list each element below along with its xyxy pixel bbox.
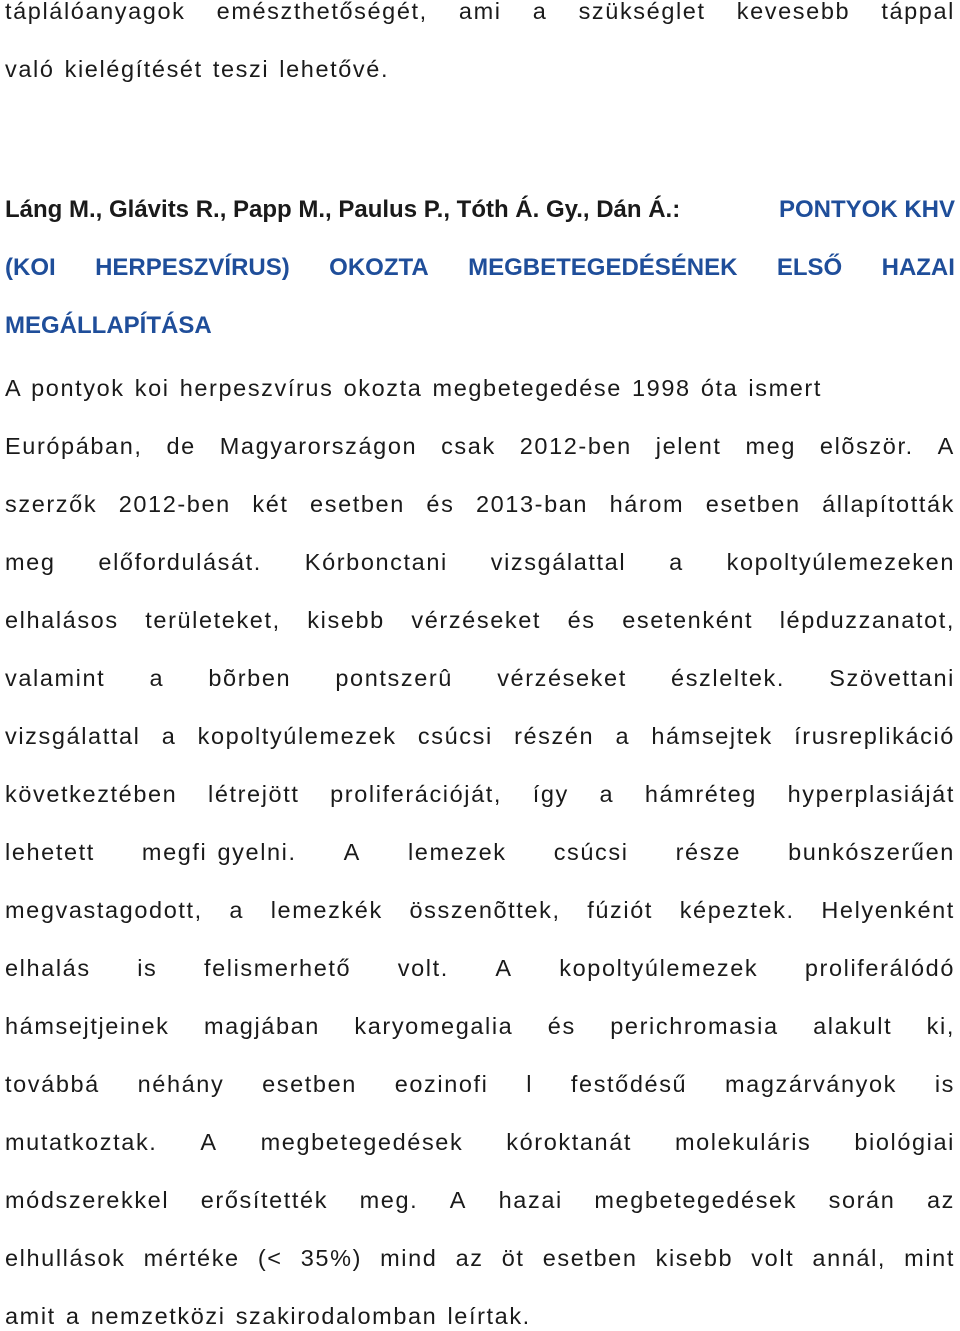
- word: a: [615, 723, 631, 749]
- word: az: [455, 1245, 484, 1271]
- word: része: [675, 839, 742, 865]
- word: lemezek: [407, 839, 507, 865]
- word: magjában: [203, 1013, 320, 1039]
- word: is: [137, 955, 158, 981]
- word: megvastagodott,: [5, 897, 203, 923]
- word: hámsejtjeinek: [5, 1013, 170, 1039]
- word: erősítették: [200, 1187, 329, 1213]
- body-line: [5, 1185, 955, 1215]
- word: következtében: [5, 781, 178, 807]
- word: felismerhető: [203, 955, 352, 981]
- word: vérzéseket: [411, 607, 542, 633]
- word: kopoltyúlemezek: [559, 955, 759, 981]
- article-title-line-2: [5, 253, 955, 283]
- word: megfi gyelni.: [141, 839, 297, 865]
- word: A: [937, 433, 955, 459]
- word: lehetett: [5, 839, 95, 865]
- word: képeztek.: [679, 897, 795, 923]
- body-line: [5, 895, 955, 925]
- word: a: [149, 665, 165, 691]
- word: Szövettani: [829, 665, 955, 691]
- word: annál,: [812, 1245, 887, 1271]
- word: ELSŐ: [776, 254, 843, 281]
- word: módszerekkel: [5, 1187, 170, 1213]
- word: elhalásos: [5, 607, 119, 633]
- body-line: [5, 431, 955, 461]
- word: a: [669, 549, 684, 575]
- article-title-part-1: PONTYOK KHV: [778, 196, 955, 223]
- word: 35%): [300, 1245, 362, 1271]
- word: hazai: [498, 1187, 563, 1213]
- word: vérzéseket: [497, 665, 627, 691]
- word: a: [161, 723, 177, 749]
- word: meg: [5, 549, 56, 575]
- body-line: A pontyok koi herpeszvírus okozta megbetegedése 1998 óta ismert: [5, 375, 822, 401]
- word: és: [567, 607, 596, 633]
- word: molekuláris: [674, 1129, 812, 1155]
- word: kopoltyúlemezek: [197, 723, 397, 749]
- word: észleltek.: [671, 665, 785, 691]
- word: megbetegedések: [260, 1129, 464, 1155]
- word: HAZAI: [881, 254, 955, 281]
- word: OKOZTA: [329, 254, 429, 281]
- word: valamint: [5, 665, 106, 691]
- word: Helyenként: [821, 897, 955, 923]
- body-line: [5, 605, 955, 635]
- word: alakult: [813, 1013, 893, 1039]
- word: kisebb: [307, 607, 385, 633]
- word: pontszerû: [335, 665, 453, 691]
- word: A: [449, 1187, 468, 1213]
- word: táppal: [881, 0, 955, 24]
- word: hámsejtek: [651, 723, 773, 749]
- article-heading-line-1: [5, 195, 955, 225]
- word: fúziót: [587, 897, 654, 923]
- word: proliferálódó: [804, 955, 955, 981]
- word: hyperplasiáját: [787, 781, 955, 807]
- body-line: [5, 663, 955, 693]
- word: kevesebb: [736, 0, 851, 24]
- word: csak: [441, 433, 496, 459]
- word: állapították: [822, 491, 955, 517]
- word: l: [526, 1071, 534, 1097]
- word: (KOI: [5, 254, 56, 281]
- word: elhalás: [5, 955, 91, 981]
- word: lemezkék: [270, 897, 383, 923]
- word: előfordulását.: [98, 549, 262, 575]
- word: 2013-ban: [475, 491, 589, 517]
- word: két: [252, 491, 289, 517]
- word: megbetegedések: [594, 1187, 798, 1213]
- word: elhullások: [5, 1245, 126, 1271]
- word: mint: [904, 1245, 955, 1271]
- word: jelent: [655, 433, 722, 459]
- body-line: [5, 1127, 955, 1157]
- word: Magyarországon: [219, 433, 418, 459]
- word: Kórbonctani: [304, 549, 448, 575]
- word: részén: [514, 723, 595, 749]
- word: is: [934, 1071, 955, 1097]
- word: kopoltyúlemezeken: [726, 549, 955, 575]
- word: A: [200, 1129, 218, 1155]
- word: de: [166, 433, 196, 459]
- word: meg: [745, 433, 796, 459]
- word: továbbá: [5, 1071, 100, 1097]
- word: 2012-ben: [519, 433, 632, 459]
- body-line: [5, 837, 955, 867]
- word: mind: [380, 1245, 438, 1271]
- word: szükséglet: [578, 0, 706, 24]
- word: írusreplikáció: [794, 723, 955, 749]
- word: kóroktanát: [506, 1129, 632, 1155]
- word: elõször.: [819, 433, 914, 459]
- word: festődésű: [570, 1071, 688, 1097]
- article-title-line-3: MEGÁLLAPÍTÁSA: [5, 312, 212, 339]
- word: az: [926, 1187, 955, 1213]
- word: hámréteg: [644, 781, 757, 807]
- body-line: [5, 779, 955, 809]
- word: magzárványok: [725, 1071, 898, 1097]
- body-line: [5, 953, 955, 983]
- word: A: [343, 839, 361, 865]
- word: biológiai: [854, 1129, 955, 1155]
- word: létrejött: [208, 781, 300, 807]
- word: táplálóanyagok: [5, 0, 186, 24]
- body-line: [5, 721, 955, 751]
- word: emészthetőségét,: [216, 0, 428, 24]
- word: szerzők: [5, 491, 98, 517]
- word: 2012-ben: [118, 491, 231, 517]
- word: a: [229, 897, 245, 923]
- word: területeket,: [145, 607, 281, 633]
- word: vizsgálattal: [490, 549, 627, 575]
- word: esetben: [262, 1071, 357, 1097]
- body-line: [5, 547, 955, 577]
- word: lépduzzanatot,: [779, 607, 955, 633]
- word: és: [426, 491, 455, 517]
- word: csúcsi: [417, 723, 493, 749]
- article-authors: Láng M., Glávits R., Papp M., Paulus P., Tóth Á. Gy., Dán Á.:: [5, 196, 681, 223]
- word: Európában,: [5, 433, 143, 459]
- word: MEGBETEGEDÉSÉNEK: [468, 254, 738, 281]
- word: HERPESZVÍRUS): [95, 254, 290, 281]
- word: a: [599, 781, 615, 807]
- word: mértéke: [143, 1245, 240, 1271]
- word: vizsgálattal: [5, 723, 141, 749]
- word: meg.: [359, 1187, 419, 1213]
- word: esetben: [542, 1245, 638, 1271]
- word: eozinofi: [394, 1071, 489, 1097]
- body-line: [5, 489, 955, 519]
- word: a: [532, 0, 548, 24]
- word: A: [495, 955, 513, 981]
- word: (<: [257, 1245, 283, 1271]
- word: karyomegalia: [354, 1013, 514, 1039]
- word: ami: [458, 0, 502, 24]
- word: során: [828, 1187, 896, 1213]
- word: bunkószerűen: [788, 839, 955, 865]
- body-line: [5, 1069, 955, 1099]
- word: és: [547, 1013, 576, 1039]
- word: csúcsi: [553, 839, 629, 865]
- word: esetben: [705, 491, 801, 517]
- word: öt: [501, 1245, 525, 1271]
- body-line: amit a nemzetközi szakirodalomban leírtak.: [5, 1303, 531, 1329]
- word: volt: [751, 1245, 795, 1271]
- word: perichromasia: [610, 1013, 779, 1039]
- word: kisebb: [655, 1245, 734, 1271]
- intro-line-2: való kielégítését teszi lehetővé.: [5, 56, 390, 82]
- body-line: [5, 1011, 955, 1041]
- word: ki,: [926, 1013, 955, 1039]
- word: mutatkoztak.: [5, 1129, 158, 1155]
- body-line: [5, 1243, 955, 1273]
- word: volt.: [397, 955, 449, 981]
- word: bõrben: [208, 665, 292, 691]
- word: így: [532, 781, 569, 807]
- word: összenõttek,: [409, 897, 561, 923]
- word: esetenként: [622, 607, 754, 633]
- word: három: [609, 491, 685, 517]
- word: néhány: [137, 1071, 225, 1097]
- word: proliferációját,: [330, 781, 503, 807]
- intro-line-1: [5, 0, 955, 26]
- word: esetben: [310, 491, 405, 517]
